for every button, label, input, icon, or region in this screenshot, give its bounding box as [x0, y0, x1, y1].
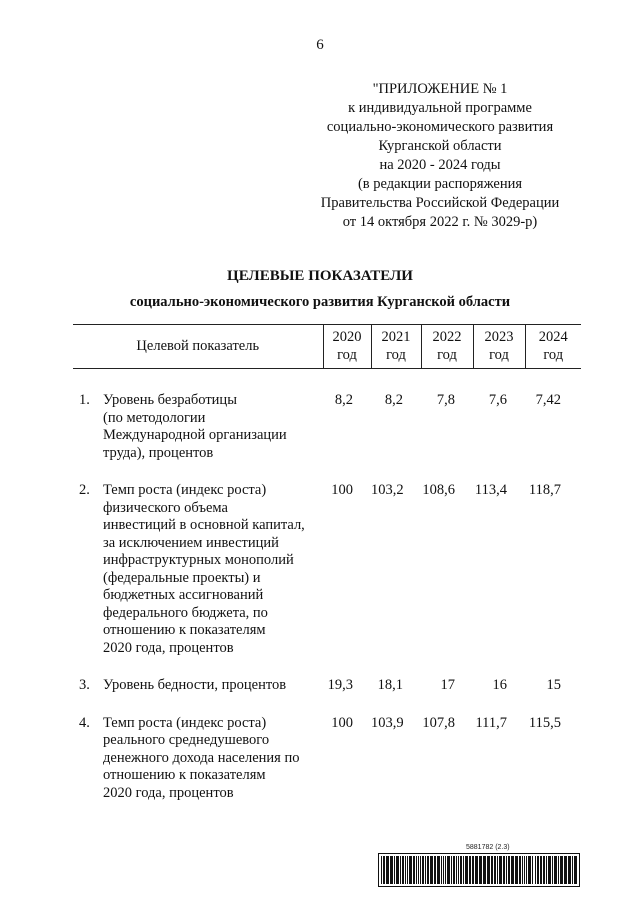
value-cell: 17: [440, 677, 455, 693]
header-year-suffix: год: [437, 347, 457, 363]
barcode-bar: [528, 856, 531, 884]
barcode-bar: [511, 856, 514, 884]
appendix-line: к индивидуальной программе: [348, 100, 532, 116]
table-row: [73, 715, 581, 803]
value-cell: 103,2: [371, 482, 404, 498]
label-line: реального среднедушевого: [103, 732, 270, 748]
appendix-line: "ПРИЛОЖЕНИЕ № 1: [372, 81, 508, 97]
barcode-bar: [456, 856, 457, 884]
barcode-bar: [543, 856, 545, 884]
barcode-bar: [497, 856, 498, 884]
barcode-bar: [506, 856, 507, 884]
barcode-bar: [503, 856, 505, 884]
barcode-caption: 5881782 (2.3): [466, 844, 510, 851]
barcode-bar: [524, 856, 525, 884]
barcode-bar: [574, 856, 577, 884]
header-year-value: 2022: [432, 329, 462, 345]
row-number: 3.: [79, 677, 90, 693]
barcode-bar: [537, 856, 539, 884]
value-cell: 7,42: [535, 392, 561, 408]
barcode-bar: [475, 856, 478, 884]
barcode-bar: [418, 856, 419, 884]
barcode-bar: [572, 856, 573, 884]
header-year: [525, 325, 581, 369]
header-indicator: Целевой показатель: [73, 325, 323, 369]
value-cell: 113,4: [474, 482, 507, 498]
barcode-image: [378, 853, 580, 887]
barcode-bar: [396, 856, 399, 884]
label-line: Темп роста (индекс роста): [103, 482, 267, 498]
barcode-bar: [483, 856, 486, 884]
label-line: труда), процентов: [103, 444, 214, 461]
appendix-line: (в редакции распоряжения: [357, 176, 523, 192]
barcode-bar: [522, 856, 523, 884]
label-line: (федеральные проекты) и: [103, 569, 261, 586]
value-cell: 103,9: [371, 714, 404, 731]
barcode-bar: [386, 856, 389, 884]
appendix-line: на 2020 - 2024 годы: [379, 157, 501, 173]
barcode-bar: [546, 856, 547, 884]
appendix-line: социально-экономического развития: [326, 119, 554, 135]
table-row: [73, 482, 581, 657]
appendix-line: от 14 октября 2022 г. № 3029-р): [342, 214, 538, 230]
barcode-bar: [564, 856, 567, 884]
header-year-value: 2021: [381, 329, 411, 345]
barcode-bar: [554, 856, 557, 884]
barcode-bar: [526, 856, 527, 884]
label-line: инвестиций в основной капитал,: [103, 517, 305, 533]
header-year: [473, 325, 525, 369]
label-line: за исключением инвестиций: [103, 534, 279, 551]
barcode-bar: [558, 856, 559, 884]
label-line: (по методологии: [103, 409, 206, 426]
value-cell: 8,2: [334, 392, 353, 408]
row-label: [103, 392, 323, 462]
value-cell: 115,5: [528, 714, 561, 731]
barcode-bar: [560, 856, 563, 884]
barcode-bar: [491, 856, 493, 884]
barcode-bar: [445, 856, 446, 884]
value-cell: 118,7: [528, 482, 561, 498]
header-year-suffix: год: [337, 347, 357, 363]
barcode-bar: [469, 856, 471, 884]
value-cell: 16: [492, 677, 507, 693]
barcode-bar: [407, 856, 408, 884]
label-line: инфраструктурных монополий: [103, 552, 294, 568]
table-row: [73, 677, 581, 695]
barcode-bar: [460, 856, 462, 884]
row-label: [103, 715, 323, 803]
label-line: федерального бюджета, по: [103, 604, 268, 621]
value-cell: 7,6: [488, 392, 507, 408]
barcode-bar: [425, 856, 426, 884]
barcode-bar: [416, 856, 417, 884]
header-year: [421, 325, 473, 369]
label-line: Уровень безработицы: [103, 392, 237, 408]
barcode-bar: [552, 856, 553, 884]
header-year-suffix: год: [489, 347, 509, 363]
value-cell: 108,6: [422, 482, 455, 498]
appendix-block: [300, 80, 580, 232]
barcode-bar: [427, 856, 429, 884]
barcode-bar: [465, 856, 468, 884]
label-line: денежного дохода населения по: [103, 749, 300, 766]
barcode-bar: [519, 856, 521, 884]
barcode-bar: [463, 856, 464, 884]
barcode-bar: [508, 856, 510, 884]
label-line: физического объема: [103, 499, 228, 516]
row-spacer: [73, 462, 581, 482]
barcode-bar: [451, 856, 452, 884]
value-cell: 7,8: [436, 392, 455, 408]
barcode-bar: [458, 856, 459, 884]
barcode-bar: [400, 856, 401, 884]
appendix-line: Курганской области: [378, 138, 502, 154]
row-spacer: [73, 369, 581, 393]
barcode-bar: [443, 856, 444, 884]
barcode-bar: [405, 856, 406, 884]
barcode-bar: [430, 856, 433, 884]
barcode-bar: [568, 856, 571, 884]
value-cell: 100: [331, 482, 353, 498]
row-number: 2.: [79, 482, 90, 498]
header-year: [371, 325, 421, 369]
barcode-bar: [515, 856, 518, 884]
barcode-bar: [540, 856, 542, 884]
row-number: 1.: [79, 392, 90, 408]
barcode-bar: [494, 856, 496, 884]
barcode-bar: [420, 856, 421, 884]
row-spacer: [73, 657, 581, 677]
barcode-bar: [437, 856, 440, 884]
barcode-bar: [535, 856, 536, 884]
barcode-bar: [422, 856, 424, 884]
barcode-bar: [409, 856, 412, 884]
barcode-bar: [390, 856, 393, 884]
barcode-bar: [453, 856, 455, 884]
barcode-bar: [441, 856, 442, 884]
label-line: Уровень бедности, процентов: [103, 677, 287, 693]
header-year-value: 2024: [538, 329, 568, 345]
row-spacer: [73, 695, 581, 715]
barcode-bar: [413, 856, 415, 884]
value-cell: 8,2: [384, 392, 403, 408]
table-header-row: [73, 325, 581, 369]
label-line: бюджетных ассигнований: [103, 587, 264, 603]
indicators-table: [73, 324, 581, 802]
barcode-bar: [548, 856, 551, 884]
label-line: 2020 года, процентов: [103, 639, 234, 656]
value-cell: 15: [546, 677, 561, 693]
value-cell: 111,7: [475, 714, 507, 731]
header-year-suffix: год: [386, 347, 406, 363]
barcode-bar: [532, 856, 533, 884]
barcode-bar: [472, 856, 474, 884]
barcode-bar: [394, 856, 395, 884]
value-cell: 18,1: [377, 677, 403, 693]
label-line: Международной организации: [103, 427, 287, 443]
row-label: [103, 482, 323, 657]
value-cell: 100: [331, 714, 353, 731]
appendix-line: Правительства Российской Федерации: [320, 195, 560, 211]
barcode-bar: [383, 856, 385, 884]
document-title: ЦЕЛЕВЫЕ ПОКАЗАТЕЛИ: [227, 268, 413, 284]
barcode: [378, 844, 580, 888]
document-subtitle: социально-экономического развития Курганской области: [129, 294, 511, 310]
barcode-bar: [381, 856, 382, 884]
barcode-bar: [434, 856, 436, 884]
value-cell: 19,3: [327, 677, 353, 693]
label-line: отношению к показателям: [103, 767, 266, 783]
barcode-bar: [499, 856, 502, 884]
barcode-bar: [402, 856, 404, 884]
label-line: отношению к показателям: [103, 622, 266, 638]
table-row: [73, 392, 581, 462]
header-year-suffix: год: [543, 347, 564, 363]
barcode-bar: [479, 856, 482, 884]
row-label: [103, 677, 323, 695]
barcode-bar: [447, 856, 450, 884]
value-cell: 107,8: [422, 714, 455, 731]
page-number: 6: [316, 37, 324, 53]
label-line: 2020 года, процентов: [103, 784, 234, 801]
barcode-bar: [487, 856, 490, 884]
label-line: Темп роста (индекс роста): [103, 714, 267, 731]
header-year-value: 2023: [484, 329, 514, 345]
row-number: 4.: [79, 714, 90, 731]
header-year-value: 2020: [332, 329, 362, 345]
header-year: [323, 325, 371, 369]
